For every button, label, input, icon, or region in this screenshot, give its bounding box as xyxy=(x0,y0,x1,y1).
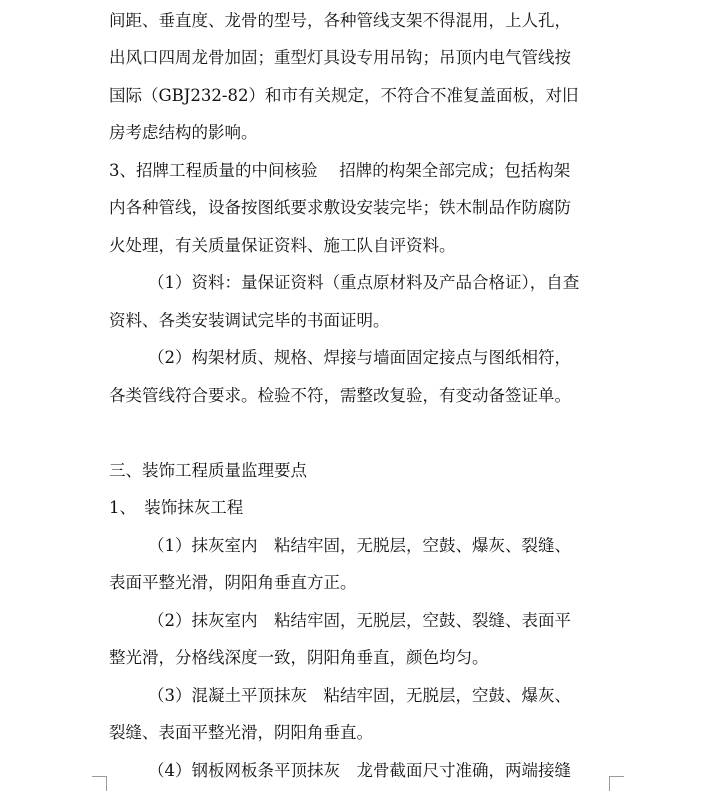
list-item: （2）构架材质、规格、焊接与墙面固定接点与图纸相符， xyxy=(148,348,571,367)
list-item: （1）抹灰室内 粘结牢固，无脱层，空鼓、爆灰、裂缝、 xyxy=(148,536,571,555)
paragraph-line: 裂缝、表面平整光滑，阴阳角垂直。 xyxy=(109,723,373,742)
paragraph-line: 表面平整光滑，阴阳角垂直方正。 xyxy=(109,573,357,592)
paragraph-line: 内各种管线，设备按图纸要求敷设安装完毕；铁木制品作防腐防 xyxy=(109,198,571,217)
paragraph-line: 各类管线符合要求。检验不符，需整改复验，有变动备签证单。 xyxy=(109,386,571,405)
list-item: （3）混凝土平顶抹灰 粘结牢固，无脱层，空鼓、爆灰、 xyxy=(148,686,571,705)
paragraph-line: 间距、垂直度、龙骨的型号，各种管线支架不得混用，上人孔， xyxy=(109,11,571,30)
section-title: 三、装饰工程质量监理要点 xyxy=(109,461,307,480)
margin-corner-mark-left xyxy=(92,776,107,791)
subsection-title: 1、 装饰抹灰工程 xyxy=(109,498,244,517)
paragraph-line: 资料、各类安装调试完毕的书面证明。 xyxy=(109,311,390,330)
paragraph-line: 火处理，有关质量保证资料、施工队自评资料。 xyxy=(109,236,456,255)
list-item: （1）资料：量保证资料（重点原材料及产品合格证），自查 xyxy=(148,273,580,292)
paragraph-line: 出风口四周龙骨加固；重型灯具设专用吊钩；吊顶内电气管线按 xyxy=(109,48,571,67)
paragraph-line: 整光滑，分格线深度一致，阴阳角垂直，颜色均匀。 xyxy=(109,648,489,667)
paragraph-line: 国际（GBJ232-82）和市有关规定，不符合不准复盖面板，对旧 xyxy=(109,86,579,105)
list-item: （4）钢板网板条平顶抹灰 龙骨截面尺寸准确，两端接缝 xyxy=(148,761,571,780)
section-heading: 3、招牌工程质量的中间核验 招牌的构架全部完成；包括构架 xyxy=(109,161,571,180)
margin-corner-mark-right xyxy=(609,776,624,791)
paragraph-line: 房考虑结构的影响。 xyxy=(109,123,258,142)
list-item: （2）抹灰室内 粘结牢固，无脱层，空鼓、裂缝、表面平 xyxy=(148,611,571,630)
